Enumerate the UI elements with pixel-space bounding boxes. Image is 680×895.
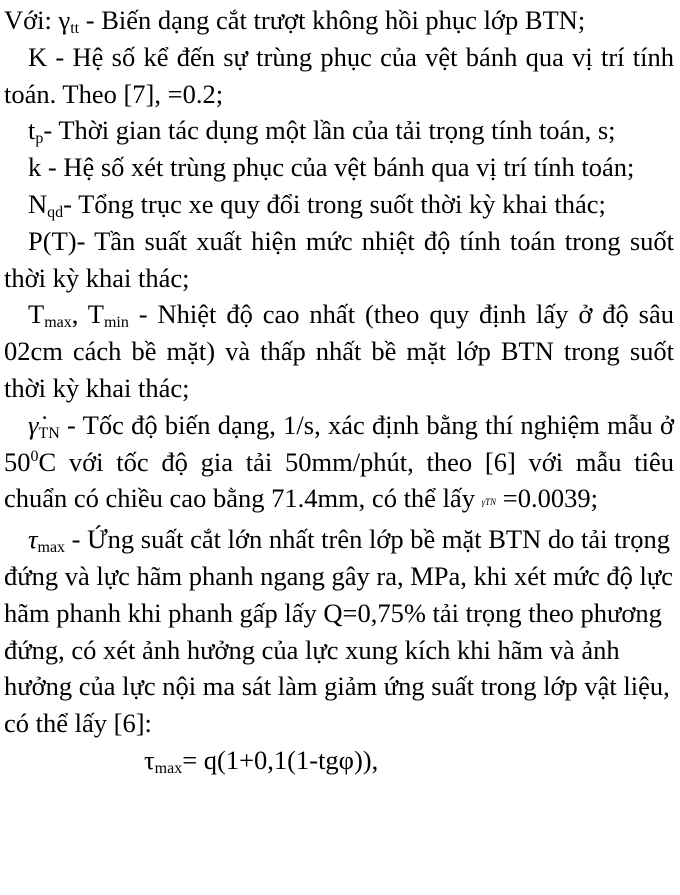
superscript: 0 xyxy=(30,447,39,465)
definition-text: - Tốc độ biến dạng, 1/s, xác định bằng thí nghiệm mẫu ở 50 xyxy=(4,409,674,477)
definition-text: =0.0039; xyxy=(496,483,598,514)
definition-tmax-tmin xyxy=(4,296,674,406)
formula-text: = q(1+0,1(1-tgφ)), xyxy=(182,744,379,775)
definition-tp xyxy=(4,112,674,149)
definition-text: - Thời gian tác dụng một lần của tải trọng tính toán, s; xyxy=(43,115,616,146)
definition-text: - Nhiệt độ cao nhất (theo quy định lấy ở độ sâu 02cm cách bề mặt) và thấp nhất bề mặt lớp BTN trong suốt thời kỳ khai thác; xyxy=(4,299,674,403)
symbol-n: N xyxy=(28,188,48,219)
subscript: max xyxy=(44,314,72,332)
subscript: qd xyxy=(47,203,64,221)
definition-strain-rate xyxy=(4,407,674,521)
subscript: max xyxy=(154,759,183,777)
definition-text: - Tổng trục xe quy đổi trong suốt thời kỳ khai thác; xyxy=(63,188,606,219)
symbol-t: t xyxy=(28,115,36,146)
subscript: max xyxy=(37,539,66,557)
symbol-tau: τ xyxy=(144,744,155,775)
definition-text: K - Hệ số kể đến sự trùng phục của vệt bánh qua vị trí tính toán. Theo [7], =0.2; xyxy=(4,41,674,109)
definition-tau-max xyxy=(4,521,674,742)
definition-text: - Biến dạng cắt trượt không hồi phục lớp BTN; xyxy=(79,5,586,35)
definition-text: - Ứng suất cắt lớn nhất trên lớp bề mặt BTN do tải trọng đứng và lực hãm phanh ngang gây ra, MPa, khi xét mức độ lực hãm phanh khi phanh gấp lấy Q=0,75% tải trọng theo phương đứng, có xét ảnh hưởng của lực xung kích khi hãm và ảnh hưởng của lực nội ma sát làm giảm ứng suất trong lớp vật liệu, có thể lấy [6]: xyxy=(4,524,674,739)
definition-k-upper xyxy=(4,39,674,113)
symbol-t: T xyxy=(28,299,45,330)
definition-text: P(T)- Tần suất xuất hiện mức nhiệt độ tính toán trong suốt thời kỳ khai thác; xyxy=(4,225,674,293)
definition-pt xyxy=(4,223,674,297)
symbol-gamma-dot: γ̇ xyxy=(28,409,39,440)
subscript: min xyxy=(103,314,129,332)
separator-text: , T xyxy=(71,299,104,330)
lead-text: Với: xyxy=(4,5,59,35)
symbol-tau: τ xyxy=(28,524,38,555)
subscript: p xyxy=(35,130,44,148)
subscript: tt xyxy=(70,20,80,37)
definition-nqd xyxy=(4,186,674,223)
symbol-gamma: γ xyxy=(58,5,71,35)
formula-tau-max xyxy=(4,742,674,779)
definition-text: k - Hệ số xét trùng phục của vệt bánh qua vị trí tính toán; xyxy=(28,152,635,183)
symbol-gamma-dot-small: γ̇TN xyxy=(481,497,497,508)
definition-text: C với tốc độ gia tải 50mm/phút, theo [6] với mẫu tiêu chuẩn có chiều cao bằng 71.4mm, có thể lấy xyxy=(4,446,674,514)
subscript: TN xyxy=(38,424,60,442)
definition-gamma-tt xyxy=(4,2,674,39)
definition-k-lower xyxy=(4,149,674,186)
